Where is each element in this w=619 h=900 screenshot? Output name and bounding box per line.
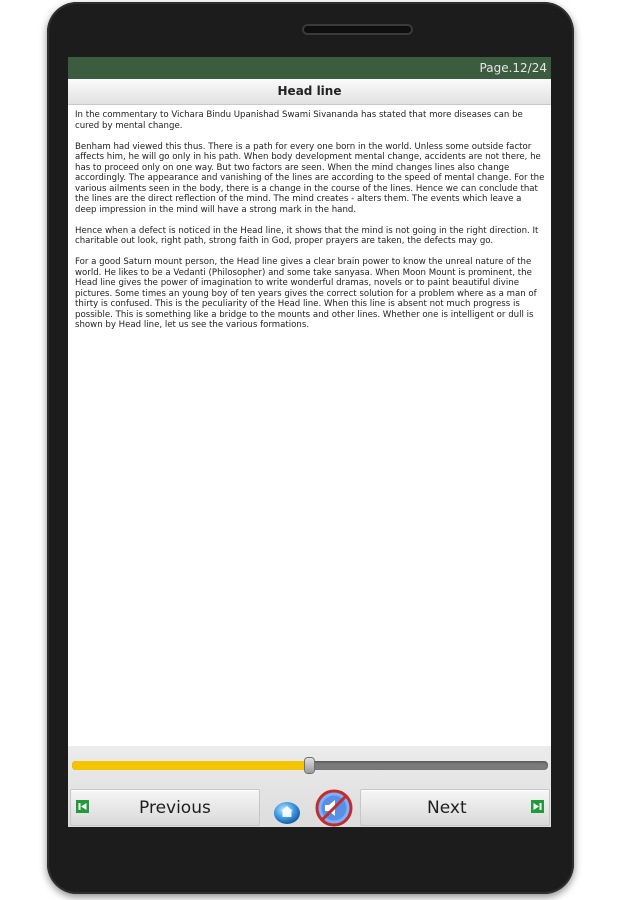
- app-screen: [68, 57, 551, 827]
- title-bar: [68, 79, 551, 105]
- bottom-controls: [68, 746, 551, 827]
- sound-off-icon[interactable]: [314, 788, 354, 827]
- page-slider[interactable]: [72, 761, 548, 770]
- speaker-grille: [302, 24, 413, 35]
- next-button[interactable]: [360, 789, 550, 826]
- paragraph: For a good Saturn mount person, the Head line gives a clear brain power to know the unreal nature of the world. He likes to be a Vedanti (Philosopher) and some take sanyasa. When Moon Mount is prominent, the Head line gives the power of imagination to write wonderful dramas, novels or to paint beautiful divine pictures. Some times an young boy of ten years gives the correct solution for a problem where as a man of thirty is confused. This is the peculiarity of the Head line. When this line is absent not much progress is possible. This is something like a bridge to the mounts and other lines. Whether one is intelligent or dull is shown by Head line, let us see the various formations.: [75, 257, 537, 330]
- article-text: [75, 110, 545, 341]
- last-page-icon: [531, 800, 544, 813]
- first-page-icon: [76, 800, 89, 813]
- paragraph: Hence when a defect is noticed in the Head line, it shows that the mind is not going in the right direction. It charitable out look, right path, strong faith in God, proper prayers are taken, the defects may go.: [75, 225, 539, 246]
- paragraph: In the commentary to Vichara Bindu Upanishad Swami Sivananda has stated that more diseases can be cured by mental change.: [75, 110, 523, 131]
- slider-fill: [72, 761, 310, 770]
- previous-button[interactable]: [70, 789, 260, 826]
- home-icon[interactable]: [272, 797, 302, 827]
- status-bar: [68, 57, 551, 79]
- page-title: Head line: [277, 84, 342, 98]
- page-indicator: Page.12/24: [479, 61, 547, 75]
- slider-thumb[interactable]: [305, 758, 314, 773]
- paragraph: Benham had viewed this thus. There is a path for every one born in the world. Unless some outside factor affects him, he will go only in his path. When body development mental change, accidents are not there, he has to proceed only on one way. But two factors are seen. When the mind changes lines also change accordingly. The appearance and vanishing of the lines are according to the speed of mental change. For the various ailments seen in the body, there is a change in the course of the lines. Hence we can conclude that the lines are the direct reflection of the mind. The mind creates - alters them. The events which leave a deep impression in the mind will have a strong mark in the hand.: [75, 141, 545, 215]
- previous-label: Previous: [139, 798, 211, 818]
- next-label: Next: [427, 798, 467, 818]
